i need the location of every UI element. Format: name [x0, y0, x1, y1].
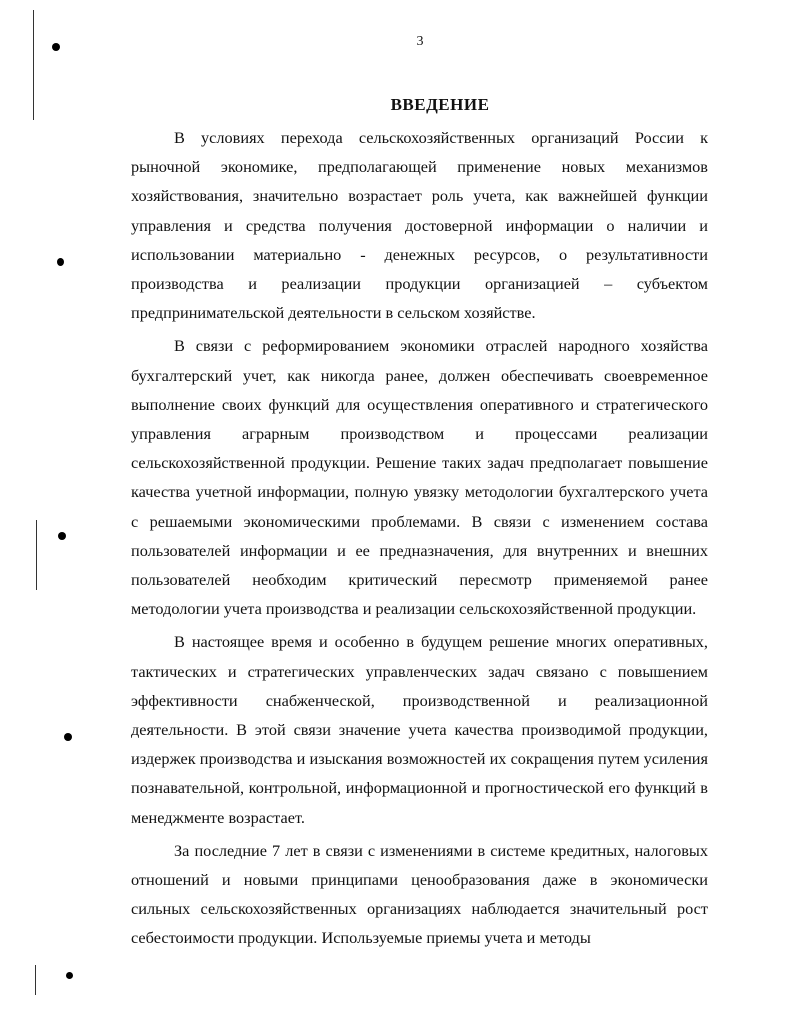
document-body: [131, 123, 708, 957]
body-paragraph: За последние 7 лет в связи с изменениями в системе кредитных, налоговых отношений и новыми принципами ценообразования даже в экономически сильных сельскохозяйственных организациях наблюдается значительный рост себестоимости продукции. Используемые приемы учета и методы: [131, 840, 708, 948]
punch-hole-dot: [64, 733, 72, 741]
page-number: 3: [416, 34, 424, 49]
punch-hole-dot: [58, 532, 66, 540]
page-heading: ВВЕДЕНИЕ: [390, 95, 490, 114]
body-paragraph: В настоящее время и особенно в будущем решение многих оперативных, тактических и стратегических управленческих задач связано с повышением эффективности снабженческой, производственной и реализационной деятельности. В этой связи значение учета качества производимой продукции, издержек производства и изыскания возможностей их сокращения путем усиления познавательной, контрольной, информационной и прогностической его функций в менеджменте возрастает.: [131, 632, 708, 827]
punch-hole-dot: [57, 258, 64, 266]
body-paragraph: В условиях перехода сельскохозяйственных организаций России к рыночной экономике, предполагающей применение новых механизмов хозяйствования, значительно возрастает роль учета, как важнейшей функции управления и средства получения достоверной информации о наличии и использовании материально - денежных ресурсов, о результативности производства и реализации продукции организацией – субъектом предпринимательской деятельности в сельском хозяйстве.: [131, 128, 708, 323]
scan-margin-line: [35, 965, 36, 995]
scan-margin-line: [36, 520, 37, 590]
punch-hole-dot: [66, 972, 73, 979]
body-paragraph: В связи с реформированием экономики отраслей народного хозяйства бухгалтерский учет, как никогда ранее, должен обеспечивать своевременное выполнение своих функций для осуществления оперативного и стратегического управления аграрным производством и процессами реализации сельскохозяйственной продукции. Решение таких задач предполагает повышение качества учетной информации, полную увязку методологии бухгалтерского учета с решаемыми экономическими проблемами. В связи с изменением состава пользователей информации и ее предназначения, для внутренних и внешних пользователей необходим критический пересмотр применяемой ранее методологии учета производства и реализации сельскохозяйственной продукции.: [131, 336, 708, 619]
